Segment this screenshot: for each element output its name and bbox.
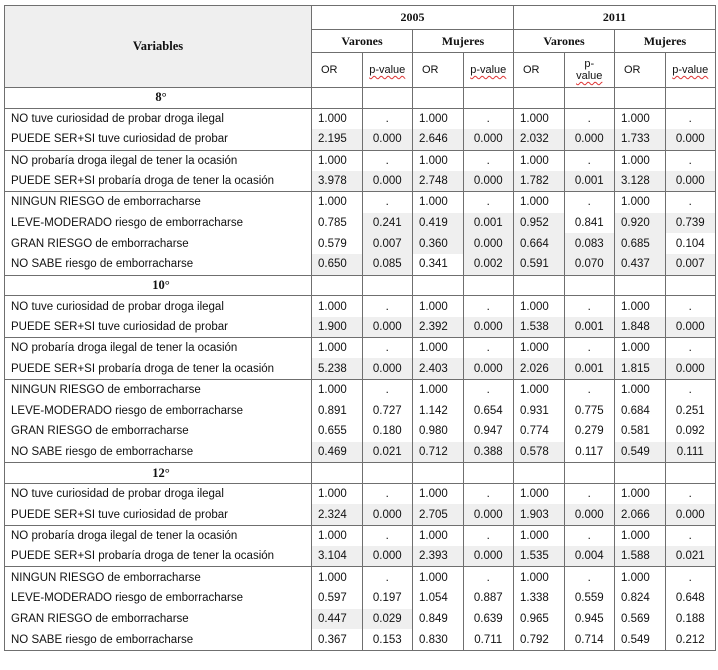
table-row bbox=[5, 171, 716, 192]
pvalue-cell: 0.000 bbox=[665, 358, 716, 379]
or-cell: 1.000 bbox=[514, 108, 565, 129]
pvalue-cell: . bbox=[463, 379, 514, 400]
pvalue-cell: 0.029 bbox=[362, 609, 413, 630]
or-cell: 2.748 bbox=[413, 171, 464, 192]
grade-empty-cell bbox=[413, 88, 464, 109]
pvalue-cell: . bbox=[564, 525, 615, 546]
variable-label: LEVE-MODERADO riesgo de emborracharse bbox=[5, 400, 312, 421]
pvalue-cell: . bbox=[463, 108, 514, 129]
or-cell: 1.000 bbox=[312, 338, 363, 359]
table-row bbox=[5, 338, 716, 359]
or-cell: 1.000 bbox=[514, 379, 565, 400]
pvalue-cell: 0.279 bbox=[564, 421, 615, 442]
pvalue-cell: 0.648 bbox=[665, 588, 716, 609]
or-cell: 0.650 bbox=[312, 254, 363, 275]
pvalue-cell: 0.001 bbox=[564, 317, 615, 338]
variable-label: LEVE-MODERADO riesgo de emborracharse bbox=[5, 588, 312, 609]
table-row bbox=[5, 504, 716, 525]
or-cell: 2.393 bbox=[413, 546, 464, 567]
or-cell: 1.000 bbox=[312, 108, 363, 129]
or-cell: 1.000 bbox=[615, 567, 666, 588]
variable-label: PUEDE SER+SI tuve curiosidad de probar bbox=[5, 317, 312, 338]
grade-empty-cell bbox=[665, 463, 716, 484]
or-cell: 0.569 bbox=[615, 609, 666, 630]
grade-empty-cell bbox=[615, 275, 666, 296]
year-2011-header: 2011 bbox=[514, 6, 716, 30]
or-cell: 1.000 bbox=[312, 150, 363, 171]
or-cell: 0.891 bbox=[312, 400, 363, 421]
pvalue-cell: . bbox=[665, 484, 716, 505]
pvalue-cell: 0.000 bbox=[362, 171, 413, 192]
or-cell: 1.000 bbox=[312, 296, 363, 317]
variable-label: PUEDE SER+SI probaría droga de tener la ocasión bbox=[5, 546, 312, 567]
or-cell: 0.549 bbox=[615, 442, 666, 463]
table-row bbox=[5, 358, 716, 379]
pvalue-cell: 0.000 bbox=[665, 129, 716, 150]
pvalue-cell: 0.000 bbox=[463, 358, 514, 379]
pvalue-cell: . bbox=[665, 567, 716, 588]
pvalue-cell: . bbox=[665, 296, 716, 317]
table-header bbox=[5, 6, 716, 88]
or-cell: 0.578 bbox=[514, 442, 565, 463]
pvalue-cell: 0.241 bbox=[362, 213, 413, 234]
pvalue-cell: . bbox=[463, 567, 514, 588]
pvalue-cell: . bbox=[665, 150, 716, 171]
table-body bbox=[5, 88, 716, 651]
grade-empty-cell bbox=[463, 463, 514, 484]
pvalue-cell: 0.000 bbox=[463, 129, 514, 150]
pvalue-cell: 0.188 bbox=[665, 609, 716, 630]
or-cell: 0.774 bbox=[514, 421, 565, 442]
table-row bbox=[5, 525, 716, 546]
grade-empty-cell bbox=[665, 88, 716, 109]
pvalue-cell: . bbox=[463, 525, 514, 546]
varones-2011-header: Varones bbox=[514, 30, 615, 53]
variable-label: NO probaría droga ilegal de tener la ocasión bbox=[5, 525, 312, 546]
pvalue-cell: 0.001 bbox=[564, 171, 615, 192]
pvalue-cell: 0.714 bbox=[564, 629, 615, 650]
pvalue-cell: . bbox=[564, 567, 615, 588]
pvalue-cell: 0.388 bbox=[463, 442, 514, 463]
or-cell: 0.469 bbox=[312, 442, 363, 463]
pvalue-cell: . bbox=[665, 108, 716, 129]
pvalue-cell: . bbox=[463, 338, 514, 359]
grade-label: 12° bbox=[5, 463, 312, 484]
grade-empty-cell bbox=[312, 275, 363, 296]
pvalue-cell: . bbox=[564, 192, 615, 213]
or-header: OR bbox=[413, 53, 464, 88]
table-row bbox=[5, 609, 716, 630]
grade-label: 10° bbox=[5, 275, 312, 296]
or-cell: 1.815 bbox=[615, 358, 666, 379]
pvalue-cell: 0.000 bbox=[362, 129, 413, 150]
pvalue-cell: 0.001 bbox=[564, 358, 615, 379]
or-cell: 0.447 bbox=[312, 609, 363, 630]
pvalue-cell: 0.000 bbox=[665, 317, 716, 338]
variable-label: GRAN RIESGO de emborracharse bbox=[5, 609, 312, 630]
pvalue-cell: 0.000 bbox=[463, 233, 514, 254]
pvalue-cell: . bbox=[564, 150, 615, 171]
pvalue-cell: 0.111 bbox=[665, 442, 716, 463]
table-row bbox=[5, 296, 716, 317]
or-cell: 3.128 bbox=[615, 171, 666, 192]
variable-label: NO SABE riesgo de emborracharse bbox=[5, 442, 312, 463]
pvalue-cell: 0.000 bbox=[463, 504, 514, 525]
table-row bbox=[5, 484, 716, 505]
pvalue-cell: . bbox=[362, 108, 413, 129]
pvalue-cell: . bbox=[463, 296, 514, 317]
or-cell: 1.000 bbox=[514, 338, 565, 359]
grade-empty-cell bbox=[463, 275, 514, 296]
grade-empty-cell bbox=[514, 88, 565, 109]
grade-empty-cell bbox=[362, 88, 413, 109]
pvalue-cell: . bbox=[564, 379, 615, 400]
or-cell: 1.000 bbox=[413, 379, 464, 400]
or-cell: 1.000 bbox=[413, 484, 464, 505]
or-cell: 1.000 bbox=[514, 192, 565, 213]
table-row bbox=[5, 629, 716, 650]
table-row bbox=[5, 233, 716, 254]
or-cell: 2.403 bbox=[413, 358, 464, 379]
pvalue-cell: 0.739 bbox=[665, 213, 716, 234]
or-cell: 1.000 bbox=[615, 108, 666, 129]
or-cell: 1.000 bbox=[615, 338, 666, 359]
or-cell: 1.000 bbox=[514, 525, 565, 546]
grade-label: 8° bbox=[5, 88, 312, 109]
or-cell: 1.000 bbox=[615, 525, 666, 546]
pvalue-cell: 0.092 bbox=[665, 421, 716, 442]
pvalue-cell: . bbox=[564, 296, 615, 317]
pvalue-cell: . bbox=[362, 525, 413, 546]
or-cell: 0.437 bbox=[615, 254, 666, 275]
pvalue-cell: . bbox=[362, 338, 413, 359]
grade-empty-cell bbox=[312, 88, 363, 109]
or-cell: 1.538 bbox=[514, 317, 565, 338]
or-cell: 1.000 bbox=[615, 150, 666, 171]
or-cell: 3.978 bbox=[312, 171, 363, 192]
table-row bbox=[5, 379, 716, 400]
pvalue-cell: 0.887 bbox=[463, 588, 514, 609]
variables-header: Variables bbox=[5, 6, 312, 88]
or-cell: 0.952 bbox=[514, 213, 565, 234]
pvalue-cell: 0.083 bbox=[564, 233, 615, 254]
pvalue-cell: 0.001 bbox=[463, 213, 514, 234]
grade-empty-cell bbox=[615, 463, 666, 484]
grade-empty-cell bbox=[362, 463, 413, 484]
pvalue-cell: 0.180 bbox=[362, 421, 413, 442]
pvalue-cell: 0.251 bbox=[665, 400, 716, 421]
pvalue-cell: . bbox=[362, 192, 413, 213]
or-cell: 0.685 bbox=[615, 233, 666, 254]
table-row bbox=[5, 400, 716, 421]
or-cell: 1.000 bbox=[615, 296, 666, 317]
or-cell: 1.000 bbox=[615, 192, 666, 213]
table-row bbox=[5, 546, 716, 567]
or-cell: 1.000 bbox=[413, 192, 464, 213]
variable-label: NO probaría droga ilegal de tener la ocasión bbox=[5, 338, 312, 359]
or-cell: 1.000 bbox=[413, 338, 464, 359]
or-cell: 2.066 bbox=[615, 504, 666, 525]
grade-empty-cell bbox=[564, 88, 615, 109]
pvalue-cell: 0.000 bbox=[463, 546, 514, 567]
or-cell: 1.054 bbox=[413, 588, 464, 609]
or-cell: 1.000 bbox=[413, 525, 464, 546]
variable-label: NINGUN RIESGO de emborracharse bbox=[5, 379, 312, 400]
or-cell: 1.000 bbox=[615, 379, 666, 400]
or-cell: 1.000 bbox=[615, 484, 666, 505]
variable-label: PUEDE SER+SI probaría droga de tener la ocasión bbox=[5, 171, 312, 192]
pvalue-cell: . bbox=[463, 484, 514, 505]
pvalue-cell: 0.000 bbox=[463, 317, 514, 338]
variable-label: NO SABE riesgo de emborracharse bbox=[5, 629, 312, 650]
pvalue-cell: 0.007 bbox=[665, 254, 716, 275]
pvalue-cell: . bbox=[564, 108, 615, 129]
pvalue-header: p-value bbox=[362, 53, 413, 88]
or-cell: 1.000 bbox=[413, 108, 464, 129]
pvalue-cell: . bbox=[362, 296, 413, 317]
table-row bbox=[5, 129, 716, 150]
or-cell: 2.705 bbox=[413, 504, 464, 525]
table-row bbox=[5, 213, 716, 234]
or-cell: 1.588 bbox=[615, 546, 666, 567]
or-cell: 1.733 bbox=[615, 129, 666, 150]
or-cell: 1.535 bbox=[514, 546, 565, 567]
pvalue-cell: 0.070 bbox=[564, 254, 615, 275]
or-cell: 1.000 bbox=[413, 296, 464, 317]
or-cell: 0.341 bbox=[413, 254, 464, 275]
or-cell: 1.782 bbox=[514, 171, 565, 192]
or-cell: 1.000 bbox=[312, 567, 363, 588]
or-cell: 2.392 bbox=[413, 317, 464, 338]
pvalue-cell: 0.727 bbox=[362, 400, 413, 421]
pvalue-cell: 0.000 bbox=[362, 317, 413, 338]
odds-ratio-table bbox=[4, 5, 716, 651]
or-cell: 0.597 bbox=[312, 588, 363, 609]
table-row bbox=[5, 108, 716, 129]
or-cell: 0.830 bbox=[413, 629, 464, 650]
pvalue-cell: 0.085 bbox=[362, 254, 413, 275]
or-cell: 0.579 bbox=[312, 233, 363, 254]
grade-empty-cell bbox=[564, 463, 615, 484]
pvalue-cell: 0.117 bbox=[564, 442, 615, 463]
variable-label: NO tuve curiosidad de probar droga ilegal bbox=[5, 484, 312, 505]
grade-empty-cell bbox=[463, 88, 514, 109]
table-row bbox=[5, 192, 716, 213]
grade-empty-cell bbox=[514, 463, 565, 484]
pvalue-cell: . bbox=[362, 484, 413, 505]
or-cell: 1.000 bbox=[514, 567, 565, 588]
pvalue-cell: 0.000 bbox=[564, 129, 615, 150]
or-cell: 2.195 bbox=[312, 129, 363, 150]
or-cell: 0.980 bbox=[413, 421, 464, 442]
or-cell: 0.849 bbox=[413, 609, 464, 630]
pvalue-cell: 0.000 bbox=[362, 358, 413, 379]
variable-label: NO tuve curiosidad de probar droga ilegal bbox=[5, 296, 312, 317]
pvalue-cell: . bbox=[463, 192, 514, 213]
pvalue-cell: . bbox=[665, 379, 716, 400]
table-row bbox=[5, 588, 716, 609]
or-cell: 3.104 bbox=[312, 546, 363, 567]
pvalue-cell: 0.000 bbox=[463, 171, 514, 192]
grade-row bbox=[5, 275, 716, 296]
pvalue-cell: 0.000 bbox=[362, 504, 413, 525]
pvalue-cell: 0.000 bbox=[665, 171, 716, 192]
grade-empty-cell bbox=[615, 88, 666, 109]
or-header: OR bbox=[514, 53, 565, 88]
or-cell: 0.712 bbox=[413, 442, 464, 463]
or-header: OR bbox=[615, 53, 666, 88]
grade-empty-cell bbox=[564, 275, 615, 296]
or-cell: 0.785 bbox=[312, 213, 363, 234]
pvalue-cell: 0.004 bbox=[564, 546, 615, 567]
or-cell: 0.965 bbox=[514, 609, 565, 630]
or-cell: 1.142 bbox=[413, 400, 464, 421]
or-cell: 1.000 bbox=[312, 525, 363, 546]
pvalue-cell: . bbox=[564, 484, 615, 505]
pvalue-cell: . bbox=[665, 525, 716, 546]
or-header: OR bbox=[312, 53, 363, 88]
variable-label: NO SABE riesgo de emborracharse bbox=[5, 254, 312, 275]
pvalue-cell: 0.841 bbox=[564, 213, 615, 234]
grade-empty-cell bbox=[362, 275, 413, 296]
table-row bbox=[5, 421, 716, 442]
pvalue-cell: 0.007 bbox=[362, 233, 413, 254]
pvalue-cell: 0.197 bbox=[362, 588, 413, 609]
pvalue-cell: . bbox=[362, 150, 413, 171]
or-cell: 1.000 bbox=[312, 192, 363, 213]
pvalue-header: p-value bbox=[665, 53, 716, 88]
or-cell: 0.367 bbox=[312, 629, 363, 650]
mujeres-2005-header: Mujeres bbox=[413, 30, 514, 53]
pvalue-cell: 0.000 bbox=[564, 504, 615, 525]
or-cell: 1.000 bbox=[514, 484, 565, 505]
table-row bbox=[5, 442, 716, 463]
or-cell: 0.591 bbox=[514, 254, 565, 275]
or-cell: 2.646 bbox=[413, 129, 464, 150]
or-cell: 1.338 bbox=[514, 588, 565, 609]
pvalue-cell: 0.000 bbox=[362, 546, 413, 567]
or-cell: 0.920 bbox=[615, 213, 666, 234]
grade-empty-cell bbox=[514, 275, 565, 296]
or-cell: 1.900 bbox=[312, 317, 363, 338]
pvalue-cell: 0.021 bbox=[362, 442, 413, 463]
pvalue-header: p-value bbox=[463, 53, 514, 88]
variable-label: NINGUN RIESGO de emborracharse bbox=[5, 567, 312, 588]
pvalue-cell: . bbox=[362, 379, 413, 400]
pvalue-cell: . bbox=[463, 150, 514, 171]
variable-label: GRAN RIESGO de emborracharse bbox=[5, 421, 312, 442]
pvalue-cell: 0.104 bbox=[665, 233, 716, 254]
pvalue-header: p- value bbox=[564, 53, 615, 88]
or-cell: 1.000 bbox=[312, 379, 363, 400]
grade-row bbox=[5, 88, 716, 109]
grade-empty-cell bbox=[413, 463, 464, 484]
table-row bbox=[5, 567, 716, 588]
or-cell: 0.419 bbox=[413, 213, 464, 234]
variable-label: NO probaría droga ilegal de tener la ocasión bbox=[5, 150, 312, 171]
variable-label: PUEDE SER+SI tuve curiosidad de probar bbox=[5, 504, 312, 525]
pvalue-cell: 0.000 bbox=[665, 504, 716, 525]
mujeres-2011-header: Mujeres bbox=[615, 30, 716, 53]
or-cell: 1.000 bbox=[514, 150, 565, 171]
pvalue-cell: 0.711 bbox=[463, 629, 514, 650]
variable-label: LEVE-MODERADO riesgo de emborracharse bbox=[5, 213, 312, 234]
pvalue-cell: 0.654 bbox=[463, 400, 514, 421]
pvalue-cell: 0.559 bbox=[564, 588, 615, 609]
pvalue-cell: 0.947 bbox=[463, 421, 514, 442]
or-cell: 0.792 bbox=[514, 629, 565, 650]
grade-row bbox=[5, 463, 716, 484]
year-2005-header: 2005 bbox=[312, 6, 514, 30]
or-cell: 0.824 bbox=[615, 588, 666, 609]
or-cell: 1.000 bbox=[514, 296, 565, 317]
or-cell: 0.655 bbox=[312, 421, 363, 442]
or-cell: 2.026 bbox=[514, 358, 565, 379]
pvalue-cell: . bbox=[665, 192, 716, 213]
pvalue-cell: . bbox=[665, 338, 716, 359]
varones-2005-header: Varones bbox=[312, 30, 413, 53]
or-cell: 0.581 bbox=[615, 421, 666, 442]
pvalue-cell: 0.021 bbox=[665, 546, 716, 567]
or-cell: 0.664 bbox=[514, 233, 565, 254]
or-cell: 0.360 bbox=[413, 233, 464, 254]
or-cell: 2.032 bbox=[514, 129, 565, 150]
pvalue-cell: 0.775 bbox=[564, 400, 615, 421]
or-cell: 0.931 bbox=[514, 400, 565, 421]
pvalue-cell: . bbox=[362, 567, 413, 588]
grade-empty-cell bbox=[312, 463, 363, 484]
or-cell: 0.684 bbox=[615, 400, 666, 421]
or-cell: 1.000 bbox=[413, 150, 464, 171]
or-cell: 1.000 bbox=[312, 484, 363, 505]
or-cell: 1.000 bbox=[413, 567, 464, 588]
pvalue-cell: . bbox=[564, 338, 615, 359]
pvalue-cell: 0.639 bbox=[463, 609, 514, 630]
pvalue-cell: 0.945 bbox=[564, 609, 615, 630]
variable-label: PUEDE SER+SI tuve curiosidad de probar bbox=[5, 129, 312, 150]
variable-label: GRAN RIESGO de emborracharse bbox=[5, 233, 312, 254]
table-row bbox=[5, 254, 716, 275]
variable-label: NINGUN RIESGO de emborracharse bbox=[5, 192, 312, 213]
pvalue-cell: 0.002 bbox=[463, 254, 514, 275]
table-row bbox=[5, 317, 716, 338]
or-cell: 1.848 bbox=[615, 317, 666, 338]
or-cell: 5.238 bbox=[312, 358, 363, 379]
or-cell: 0.549 bbox=[615, 629, 666, 650]
variable-label: NO tuve curiosidad de probar droga ilegal bbox=[5, 108, 312, 129]
pvalue-cell: 0.153 bbox=[362, 629, 413, 650]
or-cell: 1.903 bbox=[514, 504, 565, 525]
table-row bbox=[5, 150, 716, 171]
grade-empty-cell bbox=[665, 275, 716, 296]
or-cell: 2.324 bbox=[312, 504, 363, 525]
pvalue-cell: 0.212 bbox=[665, 629, 716, 650]
variable-label: PUEDE SER+SI probaría droga de tener la ocasión bbox=[5, 358, 312, 379]
grade-empty-cell bbox=[413, 275, 464, 296]
